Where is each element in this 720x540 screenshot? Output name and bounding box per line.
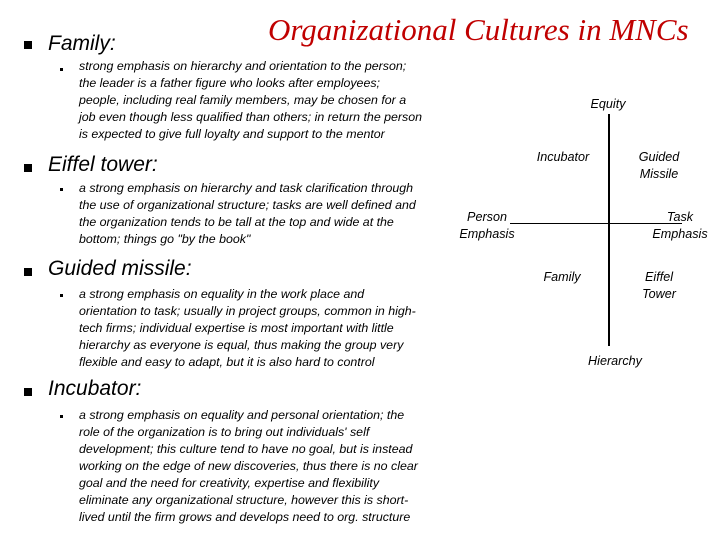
text-line: working on the edge of new discoveries, thus there is no clear [79,459,418,473]
label-line: Person [467,210,507,224]
section-heading-family: Family: [48,32,116,55]
quadrant-label-eiffel-tower [626,269,692,303]
text-line: orientation to task; usually in project groups, common in high- [79,304,416,318]
text-line: strong emphasis on hierarchy and orientation to the person; [79,59,407,73]
section-text-incubator [79,407,418,526]
text-line: lived until the firm grows and develops need to org. structure [79,510,411,524]
section-bullet [24,41,32,49]
label-line: Emphasis [459,227,515,241]
section-bullet [24,388,32,396]
axis-label-equity: Equity [590,97,626,111]
label-line: Tower [642,287,676,301]
sub-bullet [60,68,63,71]
sub-bullet [60,294,63,297]
text-line: bottom; things go "by the book" [79,232,251,246]
section-bullet [24,268,32,276]
text-line: role of the organization is to bring out individuals' self [79,425,370,439]
section-heading-incubator: Incubator: [48,377,142,400]
section-text-eiffel-tower [79,180,416,248]
quadrant-label-family: Family [543,270,581,284]
text-line: goal and the need for creativity, expertise and flexibility [79,476,380,490]
text-line: a strong emphasis on equality and personal orientation; the [79,408,405,422]
text-line: eliminate any organizational structure, however this is short- [79,493,409,507]
text-line: the leader is a father figure who looks after employees; [79,76,380,90]
text-line: is expected to give full loyalty and support to the mentor [79,127,385,141]
text-line: a strong emphasis on equality in the work place and [79,287,365,301]
section-text-guided-missile [79,286,416,371]
label-line: Guided [638,150,680,164]
section-heading-guided-missile: Guided missile: [48,257,192,280]
axis-label-task-emphasis [644,209,716,243]
text-line: hierarchy as everyone is equal, thus making the group very [79,338,404,352]
section-heading-eiffel-tower: Eiffel tower: [48,153,158,176]
section-bullet [24,164,32,172]
page-title: Organizational Cultures in MNCs [268,12,689,47]
section-text-family [79,58,422,143]
text-line: tech firms; individual expertise is most important with little [79,321,394,335]
axis-label-person-emphasis [451,209,523,243]
text-line: the use of organizational structure; tasks are well defined and [79,198,416,212]
label-line: Task [666,210,694,224]
text-line: development; this culture tend to have no goal, but is instead [79,442,413,456]
text-line: a strong emphasis on hierarchy and task clarification through [79,181,414,195]
label-line: Emphasis [652,227,708,241]
label-line: Missile [639,167,679,181]
vertical-axis [608,114,610,346]
sub-bullet [60,415,63,418]
quadrant-label-incubator: Incubator [536,150,590,164]
quadrant-label-guided-missile [626,149,692,183]
label-line: Eiffel [645,270,673,284]
text-line: job even though less qualified than others; in return the person [79,110,423,124]
axis-label-hierarchy: Hierarchy [588,354,642,368]
text-line: the organization tends to be tall at the top and wide at the [79,215,394,229]
text-line: flexible and easy to adapt, but it is also hard to control [79,355,375,369]
sub-bullet [60,188,63,191]
text-line: people, including real family members, may be chosen for a [79,93,407,107]
